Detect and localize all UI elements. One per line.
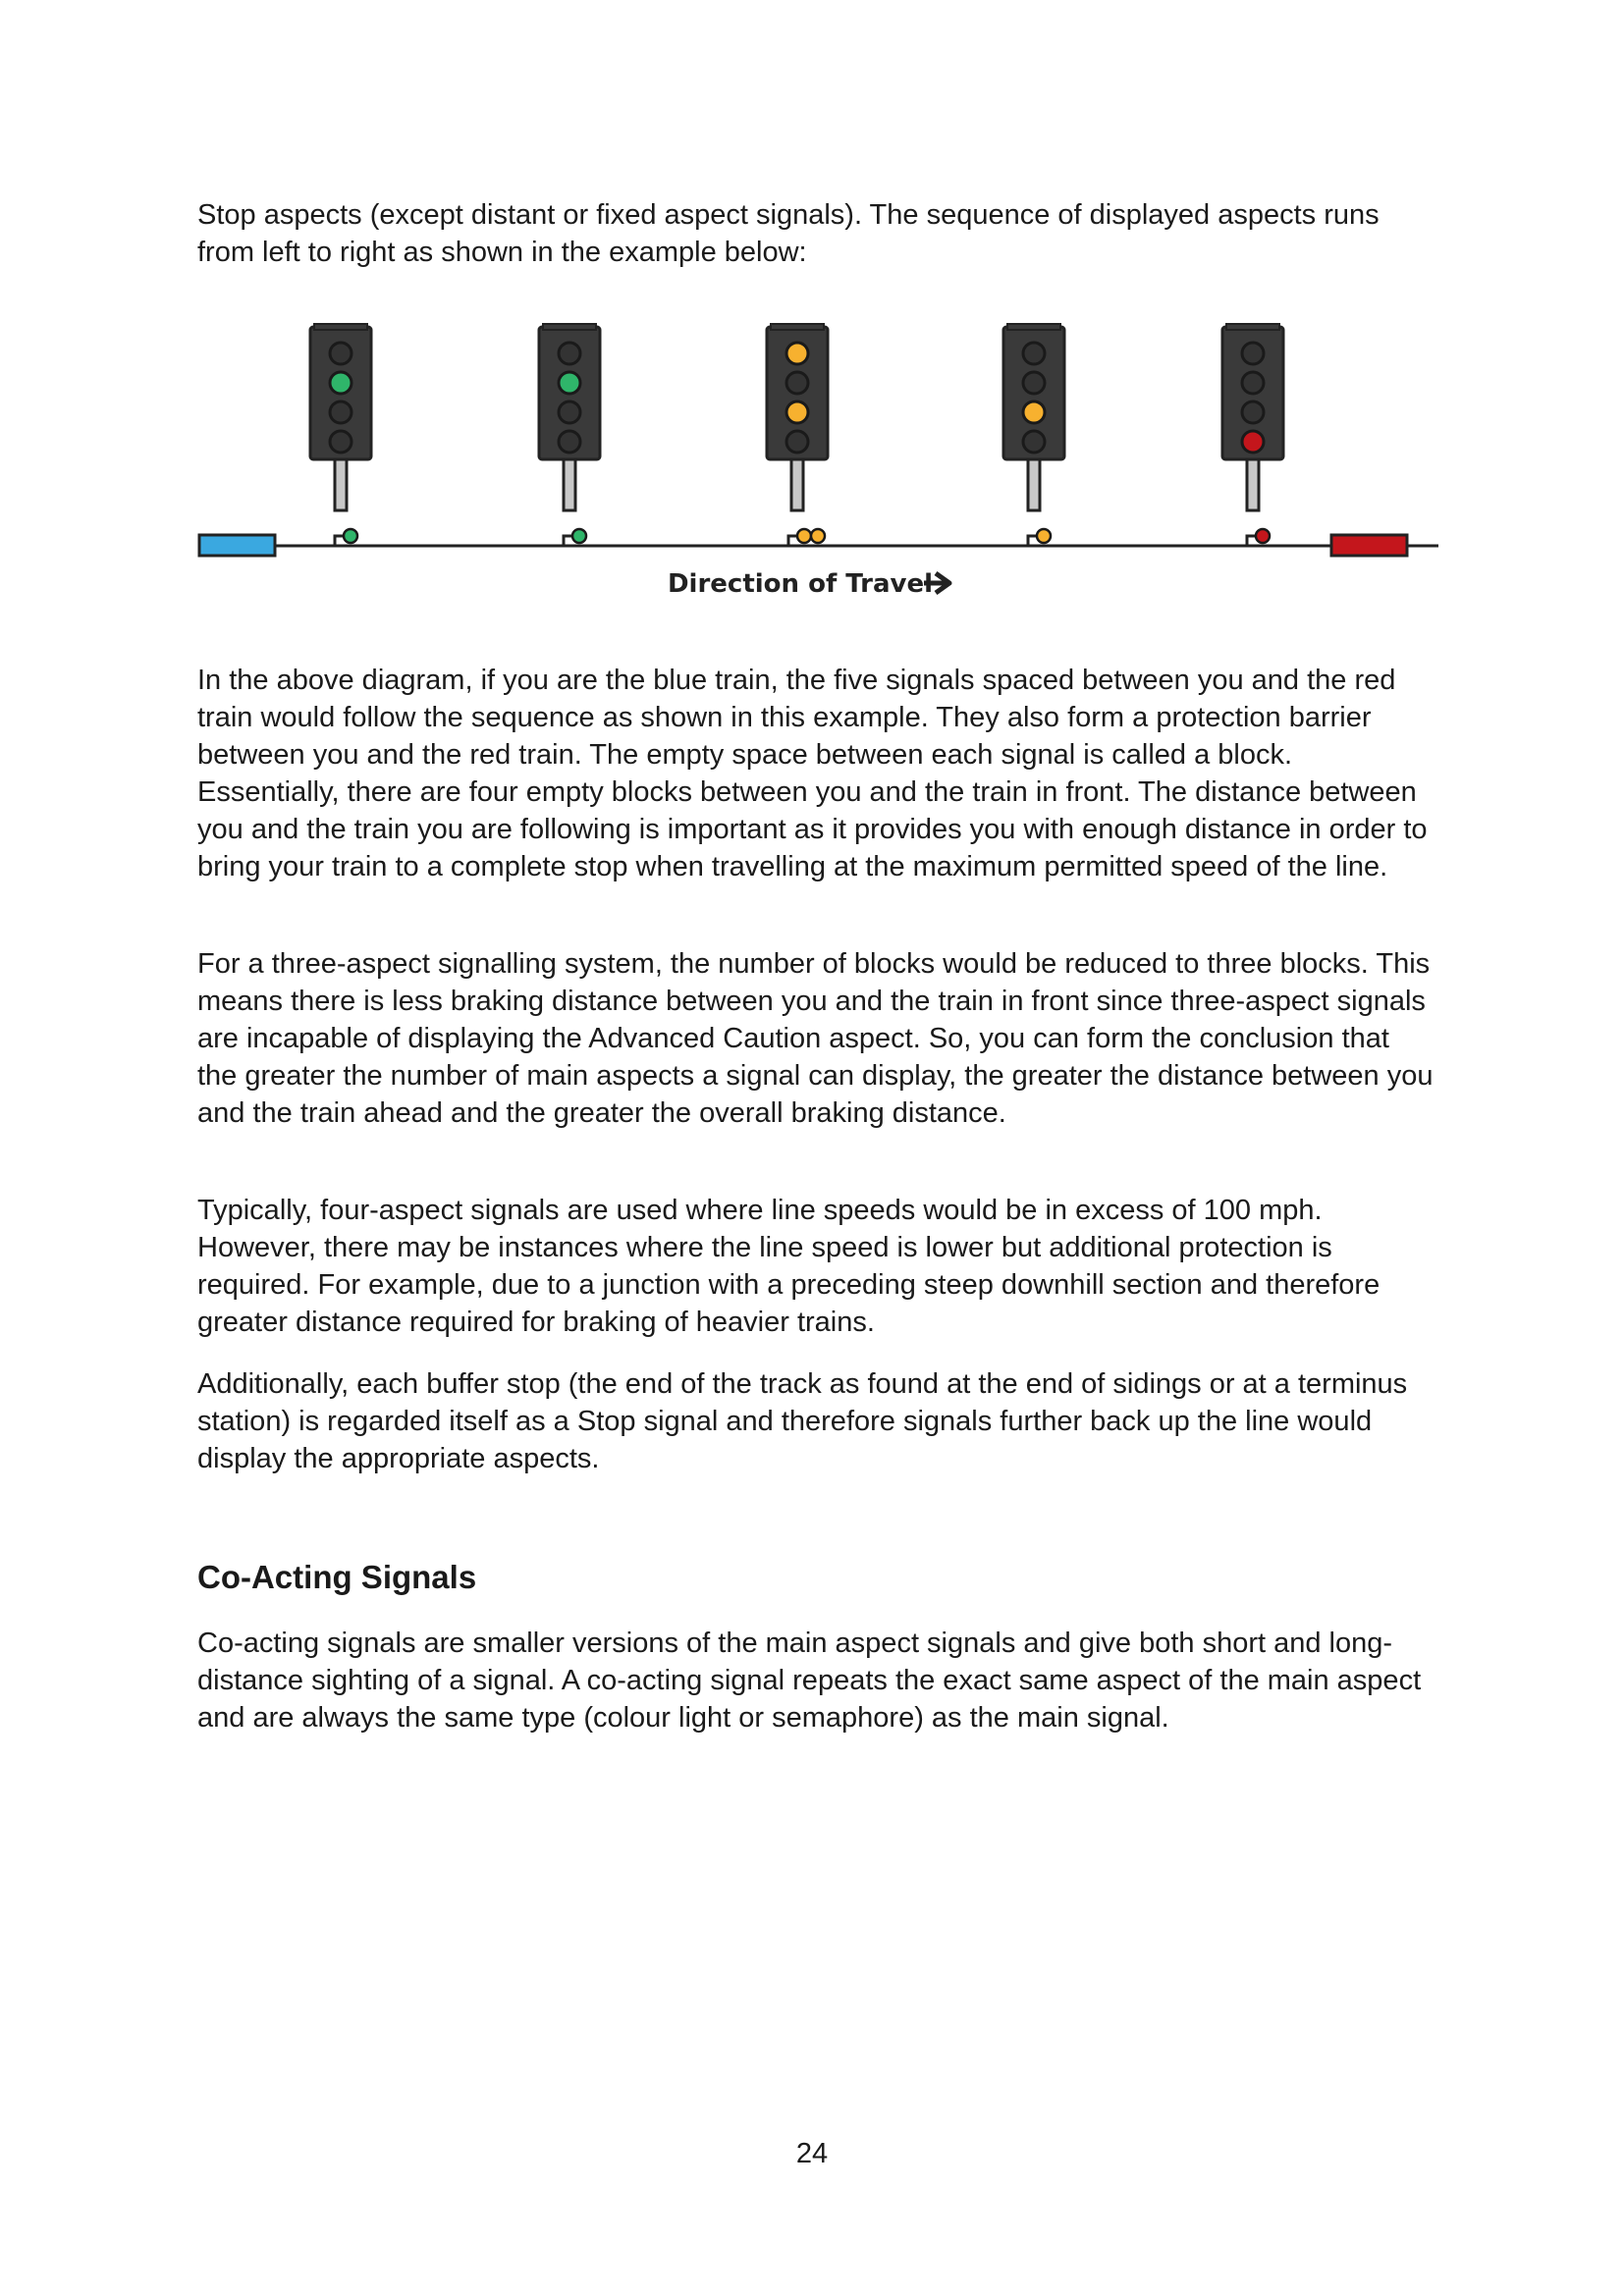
direction-of-travel-label: Direction of Travel: [667, 569, 934, 599]
signal-lamp-off: [786, 372, 808, 394]
signal-4: [1003, 324, 1064, 546]
signal-lamp-yellow: [786, 401, 808, 423]
signal-hood: [1007, 324, 1060, 330]
signal-lamp-off: [1023, 343, 1045, 364]
signal-lamp-off: [1242, 343, 1264, 364]
signal-sequence-diagram: [191, 312, 1453, 607]
signal-lamp-off: [1023, 372, 1045, 394]
signal-1: [310, 324, 371, 546]
intro-paragraph: Stop aspects (except distant or fixed aspect signals). The sequence of displayed aspects runs from left to right as shown in the example below:: [197, 199, 1380, 268]
signal-lamp-off: [786, 431, 808, 453]
signal-lamp-off: [1242, 401, 1264, 423]
trackside-marker-green: [572, 529, 586, 543]
blue-train: [199, 535, 275, 556]
body-paragraph: For a three-aspect signalling system, the number of blocks would be reduced to three blocks. This means there is less braking distance between you and the train in front since three-aspect signals are incapable of displaying the Advanced Caution aspect. So, you can form the conclusion that the greater the number of main aspects a signal can display, the greater the distance between you and the train ahead and the greater the overall braking distance.: [197, 948, 1434, 1129]
signal-hood: [543, 324, 596, 330]
body-paragraph: Typically, four-aspect signals are used where line speeds would be in excess of 100 mph. However, there may be instances where the line speed is lower but additional protection is required. For example, due to a junction with a preceding steep downhill section and therefore greater distance required for braking of heavier trains.: [197, 1195, 1380, 1338]
signal-2: [539, 324, 600, 546]
signal-3: [767, 324, 828, 546]
signal-hood: [1226, 324, 1279, 330]
body-paragraph: In the above diagram, if you are the blue train, the five signals spaced between you and the red train would follow the sequence as shown in this example. They also form a protection barrier between you and the red train. The empty space between each signal is called a block. Essentially, there are four empty blocks between you and the train in front. The distance between you and the train you are following is important as it provides you with enough distance in order to bring your train to a complete stop when travelling at the maximum permitted speed of the line.: [197, 665, 1428, 882]
signal-lamp-off: [559, 431, 580, 453]
signal-lamp-green: [330, 372, 352, 394]
body-paragraph: Additionally, each buffer stop (the end of the track as found at the end of sidings or at a terminus station) is regarded itself as a Stop signal and therefore signals further back up the line would display the appropriate aspects.: [197, 1368, 1408, 1474]
signal-post: [1028, 459, 1040, 510]
section-heading: Co-Acting Signals: [197, 1559, 477, 1595]
signal-lamp-off: [559, 401, 580, 423]
signal-5: [1222, 324, 1283, 546]
signal-lamp-off: [1023, 431, 1045, 453]
trackside-marker-yellow: [1037, 529, 1051, 543]
signal-lamp-off: [559, 343, 580, 364]
signal-lamp-off: [330, 431, 352, 453]
signal-post: [1247, 459, 1259, 510]
signal-lamp-yellow: [786, 343, 808, 364]
red-train: [1331, 535, 1407, 556]
signal-hood: [771, 324, 824, 330]
signal-lamp-off: [1242, 372, 1264, 394]
trackside-marker-yellow: [797, 529, 811, 543]
signal-lamp-off: [330, 343, 352, 364]
page-number: 24: [795, 2138, 829, 2169]
trackside-marker-red: [1256, 529, 1270, 543]
trackside-marker-green: [344, 529, 357, 543]
signal-lamp-green: [559, 372, 580, 394]
signal-lamp-off: [330, 401, 352, 423]
signal-post: [335, 459, 347, 510]
signal-hood: [314, 324, 367, 330]
signal-lamp-red: [1242, 431, 1264, 453]
section-paragraph: Co-acting signals are smaller versions of the main aspect signals and give both short and long-distance sighting of a signal. A co-acting signal repeats the exact same aspect of the main aspect and are always the same type (colour light or semaphore) as the main signal.: [197, 1628, 1422, 1734]
signal-post: [564, 459, 575, 510]
trackside-marker-yellow: [811, 529, 825, 543]
signal-post: [791, 459, 803, 510]
signal-lamp-yellow: [1023, 401, 1045, 423]
